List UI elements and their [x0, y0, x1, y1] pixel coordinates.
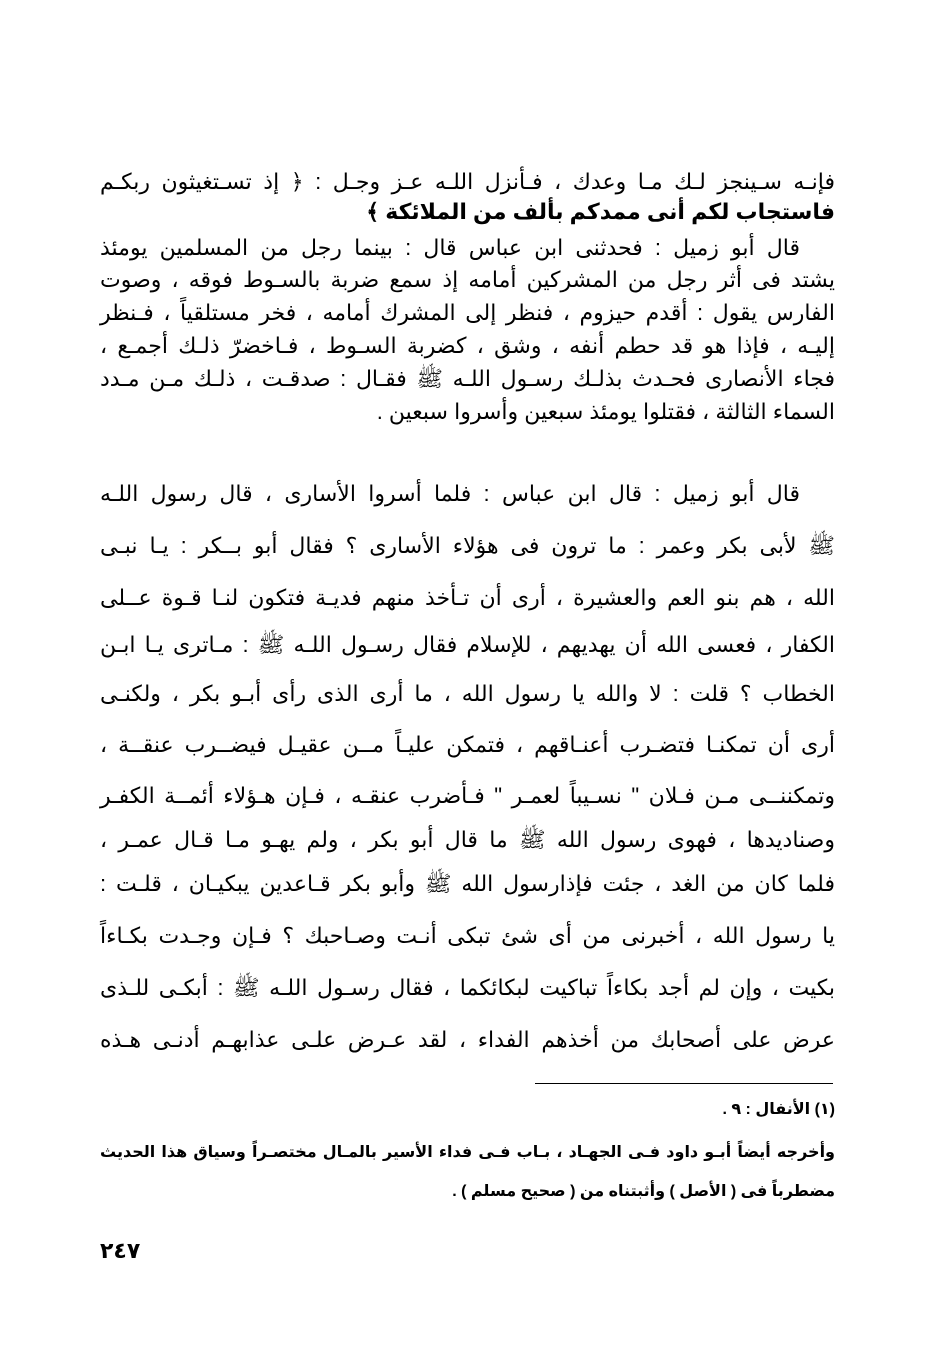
footnote-divider [535, 1083, 833, 1084]
text-line: الله ، هم بنو العم والعشيرة ، أرى أن تـأخذ منهم فديـة فتكون لنـا قـوة عــلى [100, 585, 835, 610]
page-number: ٢٤٧ [100, 1238, 141, 1263]
text-line: فجاء الأنصارى فحـدث بذلـك رسـول اللـه ﷺ فقـال : صدقـت ، ذلـك مـن مـدد [100, 366, 835, 391]
text-line: فلما كان من الغد ، جئت فإذارسول الله ﷺ وأبو بكر قـاعدين يبكيـان ، قلـت : [100, 871, 835, 896]
text-line: إليـه ، فإذا هو قد حطم أنفه ، وشق ، كضربة السـوط ، فـاخضرّ ذلـك أجمـع ، [100, 333, 835, 358]
text-line: وصناديدها ، فهوى رسول الله ﷺ ما قال أبو بكر ، ولم يهـو مـا قـال عمـر ، [100, 827, 835, 852]
text-line: قال أبو زميل : فحدثنى ابن عباس قال : بينما رجل من المسلمين يومئذ [100, 235, 800, 260]
quran-verse-line: فاستجاب لكم أنى ممدكم بألف من الملائكة ﴾ [366, 199, 835, 224]
text-line: بكيت ، وإن لم أجد بكاءاً تباكيت لبكائكما ، فقال رسـول اللـه ﷺ : أبكـى للـذى [100, 975, 835, 1000]
text-line: الخطاب ؟ قلت : لا والله يا رسول الله ، ما أرى الذى رأى أبـو بكر ، ولكنـى [100, 681, 835, 706]
text-line: الفارس يقول : أقدم حيزوم ، فنظر إلى المشرك أمامه ، فخر مستلقياً ، فـنظر [100, 300, 835, 325]
text-line: أرى أن تمكنـا فتضـرب أعنـاقهم ، فتمكن عليـاً مــن عقيـل فيضــرب عنقــة ، [100, 732, 835, 757]
text-line: قال أبو زميل : قال ابن عباس : فلما أسروا الأسارى ، قال رسول اللـه [100, 481, 800, 506]
text-line: فإنـه سـينجز لـك مـا وعدك ، فـأنزل اللـه عـز وجـل : ﴿ إذ تسـتغيثون ربكـم [100, 169, 835, 194]
footnote-1: (١) الأنفال : ٩ . [722, 1101, 835, 1118]
text-line: يشتد فى أثر رجل من المشركين أمامه إذ سمع ضربة بالسـوط فوقه ، وصوت [100, 267, 835, 292]
text-line: الكفار ، فعسى الله أن يهديهم ، للإسلام فقال رسـول اللـه ﷺ : مـاترى يـا ابـن [100, 632, 835, 657]
footnote-text: مضطرباً فى ( الأصل ) وأثبتناه من ( صحيح مسلم ) . [452, 1183, 835, 1200]
text-line: وتمكننــى مـن فـلان " نسـيباً لعمـر " فـأضرب عنقـه ، فـإن هـؤلاء أئمــة الكفـر [100, 783, 835, 808]
text-line: السماء الثالثة ، فقتلوا يومئذ سبعين وأسروا سبعين . [376, 399, 835, 424]
footnote-text: وأخرجه أيضاً أبـو داود فـى الجهـاد ، بـاب فـى فداء الأسير بالمـال مختصـراً وسياق هذا الحديث [100, 1144, 835, 1161]
text-line: يا رسول الله ، أخبرنى من أى شئ تبكى أنـت وصـاحبك ؟ فـإن وجـدت بكـاءاً [100, 923, 835, 948]
text-line: ﷺ لأبى بكر وعمر : ما ترون فى هؤلاء الأسارى ؟ فقال أبو بــكر : يـا نبـى [100, 533, 835, 558]
text-line: عرض على أصحابك من أخذهم الفداء ، لقد عـرض علـى عذابهـم أدنـى هـذه [100, 1027, 835, 1052]
